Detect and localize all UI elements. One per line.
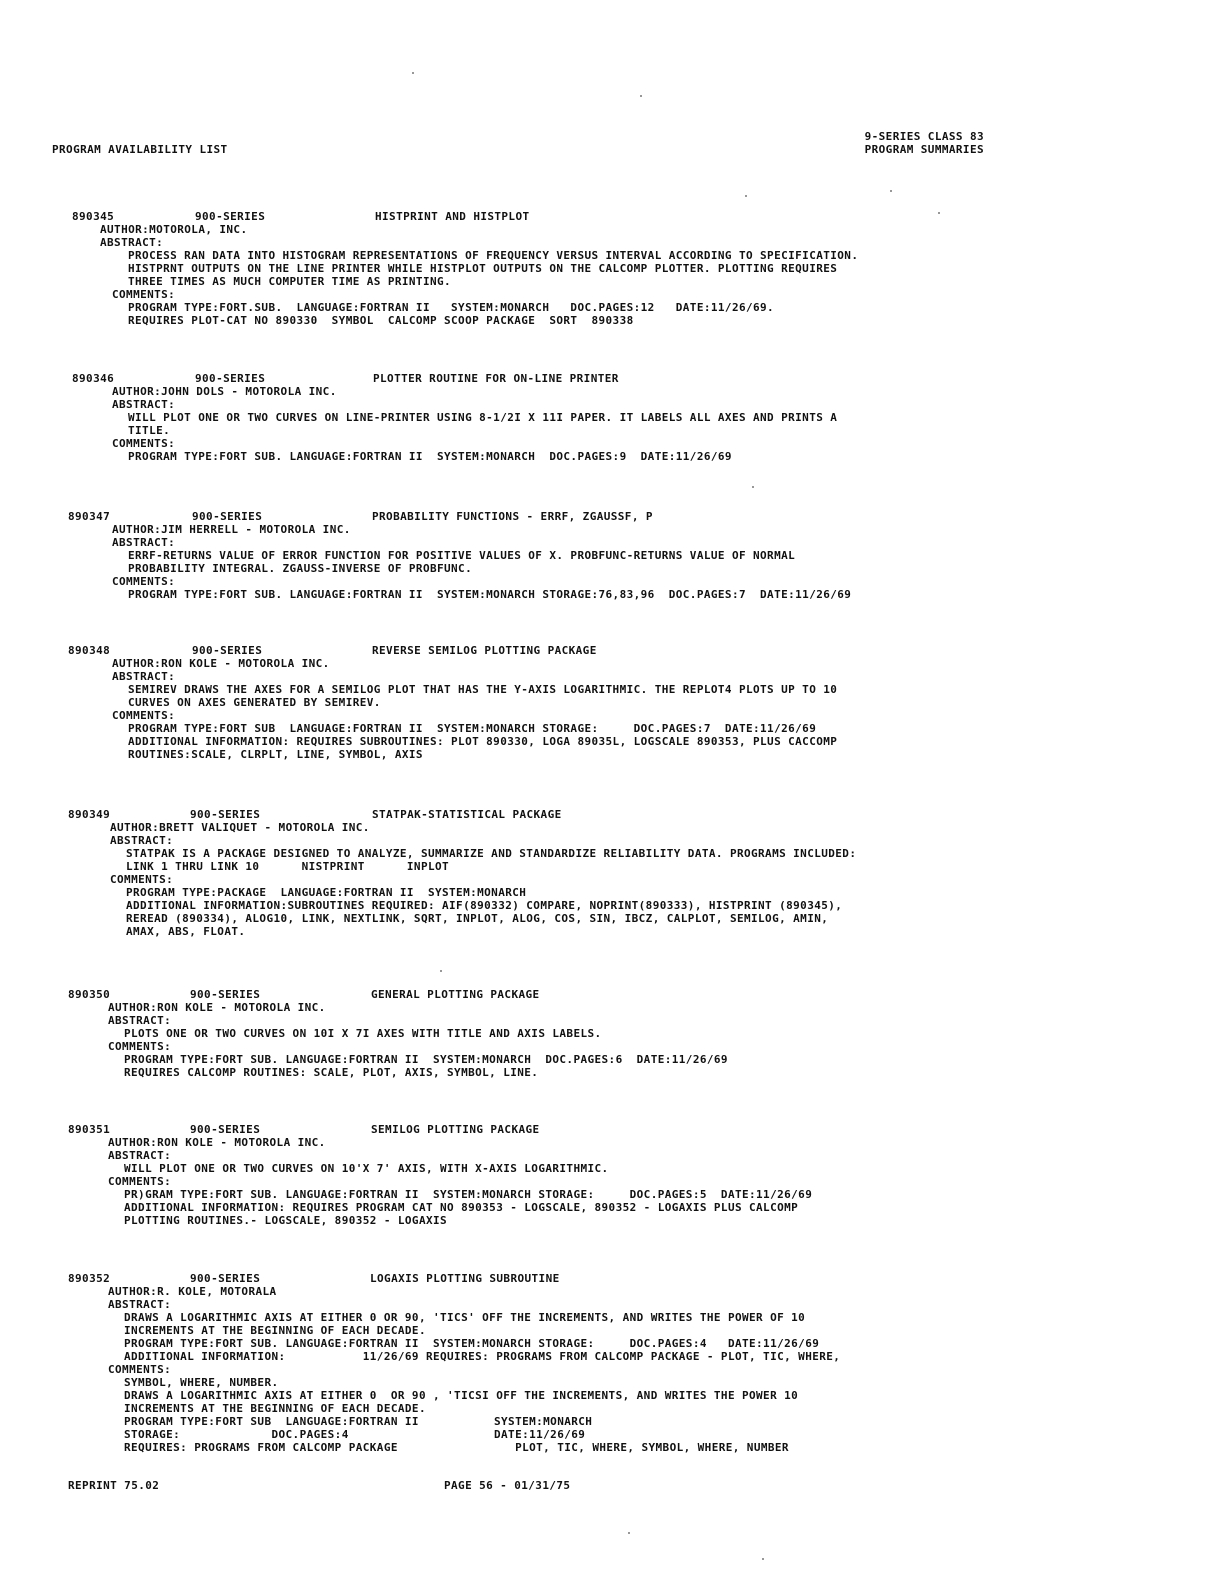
abstract-line: CURVES ON AXES GENERATED BY SEMIREV. [128, 696, 381, 709]
entry-title: REVERSE SEMILOG PLOTTING PACKAGE [372, 644, 597, 657]
entry-id: 890352 [68, 1272, 111, 1285]
comment-line: INCREMENTS AT THE BEGINNING OF EACH DECADE. [124, 1402, 426, 1415]
comments-label: COMMENTS: [112, 575, 176, 588]
comment-columns-row [60, 1428, 1190, 1441]
entry-header [60, 644, 1190, 657]
comment-line: SYMBOL, WHERE, NUMBER. [124, 1376, 279, 1389]
scan-speck [628, 1532, 630, 1534]
abstract-label: ABSTRACT: [110, 834, 174, 847]
comment-line: PROGRAM TYPE:FORT.SUB. LANGUAGE:FORTRAN II SYSTEM:MONARCH DOC.PAGES:12 DATE:11/26/69. [128, 301, 775, 314]
entry-title: HISTPRINT AND HISTPLOT [375, 210, 530, 223]
comments-label: COMMENTS: [112, 437, 176, 450]
entry-header [60, 1272, 1190, 1285]
abstract-line: PROGRAM TYPE:FORT SUB. LANGUAGE:FORTRAN II SYSTEM:MONARCH STORAGE: DOC.PAGES:4 DATE:11/26/69 [124, 1337, 820, 1350]
entry-series: 900-SERIES [190, 1272, 261, 1285]
abstract-line: ERRF-RETURNS VALUE OF ERROR FUNCTION FOR POSITIVE VALUES OF X. PROBFUNC-RETURNS VALUE OF NORMAL [128, 549, 796, 562]
entry-header [60, 988, 1190, 1001]
entry-header [60, 210, 1190, 223]
scan-speck [640, 95, 642, 97]
comment-line: DRAWS A LOGARITHMIC AXIS AT EITHER 0 OR 90 , 'TICSI OFF THE INCREMENTS, AND WRITES THE POWER 10 [124, 1389, 799, 1402]
entry-title: LOGAXIS PLOTTING SUBROUTINE [370, 1272, 560, 1285]
abstract-label: ABSTRACT: [108, 1149, 172, 1162]
abstract-label: ABSTRACT: [100, 236, 164, 249]
abstract-line: INCREMENTS AT THE BEGINNING OF EACH DECADE. [124, 1324, 426, 1337]
comment-columns-row [60, 1415, 1190, 1428]
abstract-line: PLOTS ONE OR TWO CURVES ON 10I X 7I AXES WITH TITLE AND AXIS LABELS. [124, 1027, 602, 1040]
comment-col-left: PROGRAM TYPE:FORT SUB LANGUAGE:FORTRAN II [124, 1415, 419, 1428]
abstract-label: ABSTRACT: [112, 398, 176, 411]
entry-series: 900-SERIES [195, 372, 266, 385]
comments-label: COMMENTS: [112, 709, 176, 722]
entry-title: STATPAK-STATISTICAL PACKAGE [372, 808, 562, 821]
entry-series: 900-SERIES [192, 644, 263, 657]
entry-author: AUTHOR:JOHN DOLS - MOTOROLA INC. [112, 385, 337, 398]
abstract-line: PROCESS RAN DATA INTO HISTOGRAM REPRESENTATIONS OF FREQUENCY VERSUS INTERVAL ACCORDING TO SPECIFICATION. [128, 249, 859, 262]
comment-col-right: DATE:11/26/69 [494, 1428, 586, 1441]
abstract-line: WILL PLOT ONE OR TWO CURVES ON LINE-PRINTER USING 8-1/2I X 11I PAPER. IT LABELS ALL AXES AND PRINTS A [128, 411, 838, 424]
program-entry [60, 510, 1190, 601]
comment-col-left: STORAGE: DOC.PAGES:4 [124, 1428, 349, 1441]
abstract-line: HISTPRNT OUTPUTS ON THE LINE PRINTER WHILE HISTPLOT OUTPUTS ON THE CALCOMP PLOTTER. PLOTTING REQUIRES [128, 262, 838, 275]
abstract-line: TITLE. [128, 424, 171, 437]
footer-page: PAGE 56 - 01/31/75 [444, 1479, 571, 1492]
scan-speck [745, 195, 747, 197]
program-entry [60, 1123, 1190, 1227]
comment-line: ROUTINES:SCALE, CLRPLT, LINE, SYMBOL, AXIS [128, 748, 423, 761]
footer-reprint: REPRINT 75.02 [68, 1479, 160, 1492]
abstract-label: ABSTRACT: [112, 536, 176, 549]
comment-line: PROGRAM TYPE:FORT SUB LANGUAGE:FORTRAN II SYSTEM:MONARCH STORAGE: DOC.PAGES:7 DATE:11/26/69 [128, 722, 817, 735]
program-entry [60, 644, 1190, 761]
abstract-line: ADDITIONAL INFORMATION: 11/26/69 REQUIRES: PROGRAMS FROM CALCOMP PACKAGE - PLOT, TIC, WHERE, [124, 1350, 841, 1363]
scan-speck [412, 72, 414, 74]
comment-line: AMAX, ABS, FLOAT. [126, 925, 246, 938]
entry-title: SEMILOG PLOTTING PACKAGE [371, 1123, 540, 1136]
comment-col-right: PLOT, TIC, WHERE, SYMBOL, WHERE, NUMBER [494, 1441, 789, 1454]
scan-speck [440, 970, 442, 972]
abstract-label: ABSTRACT: [108, 1014, 172, 1027]
entry-title: PLOTTER ROUTINE FOR ON-LINE PRINTER [373, 372, 619, 385]
entry-id: 890349 [68, 808, 111, 821]
header-class: 9-SERIES CLASS 83 [864, 130, 984, 143]
entry-series: 900-SERIES [195, 210, 266, 223]
abstract-line: THREE TIMES AS MUCH COMPUTER TIME AS PRINTING. [128, 275, 452, 288]
entry-header [60, 808, 1190, 821]
header-summaries: PROGRAM SUMMARIES [864, 143, 984, 156]
abstract-line: SEMIREV DRAWS THE AXES FOR A SEMILOG PLOT THAT HAS THE Y-AXIS LOGARITHMIC. THE REPLOT4 PLOTS UP TO 10 [128, 683, 838, 696]
abstract-label: ABSTRACT: [108, 1298, 172, 1311]
comment-line: PR)GRAM TYPE:FORT SUB. LANGUAGE:FORTRAN II SYSTEM:MONARCH STORAGE: DOC.PAGES:5 DATE:11/26/69 [124, 1188, 813, 1201]
comment-line: REQUIRES PLOT-CAT NO 890330 SYMBOL CALCOMP SCOOP PACKAGE SORT 890338 [128, 314, 634, 327]
comment-line: PROGRAM TYPE:FORT SUB. LANGUAGE:FORTRAN II SYSTEM:MONARCH STORAGE:76,83,96 DOC.PAGES:7 DATE:11/26/69 [128, 588, 852, 601]
entry-author: AUTHOR:RON KOLE - MOTOROLA INC. [112, 657, 330, 670]
comment-col-right: SYSTEM:MONARCH [494, 1415, 593, 1428]
program-entry [60, 988, 1190, 1079]
comment-line: PROGRAM TYPE:PACKAGE LANGUAGE:FORTRAN II SYSTEM:MONARCH [126, 886, 527, 899]
entry-header [60, 372, 1190, 385]
abstract-line: DRAWS A LOGARITHMIC AXIS AT EITHER 0 OR 90, 'TICS' OFF THE INCREMENTS, AND WRITES THE POWER OF 10 [124, 1311, 806, 1324]
entry-author: AUTHOR:BRETT VALIQUET - MOTOROLA INC. [110, 821, 370, 834]
scan-speck [752, 486, 754, 488]
entry-author: AUTHOR:MOTOROLA, INC. [100, 223, 248, 236]
entry-author: AUTHOR:R. KOLE, MOTORALA [108, 1285, 277, 1298]
entry-id: 890345 [72, 210, 115, 223]
comment-line: ADDITIONAL INFORMATION: REQUIRES PROGRAM CAT NO 890353 - LOGSCALE, 890352 - LOGAXIS PLUS CALCOMP [124, 1201, 799, 1214]
comments-label: COMMENTS: [108, 1040, 172, 1053]
entry-series: 900-SERIES [190, 1123, 261, 1136]
abstract-line: PROBABILITY INTEGRAL. ZGAUSS-INVERSE OF PROBFUNC. [128, 562, 473, 575]
entry-title: GENERAL PLOTTING PACKAGE [371, 988, 540, 1001]
program-entry [60, 1272, 1190, 1454]
entry-id: 890351 [68, 1123, 111, 1136]
comment-line: REQUIRES CALCOMP ROUTINES: SCALE, PLOT, AXIS, SYMBOL, LINE. [124, 1066, 539, 1079]
program-entry [60, 808, 1190, 938]
abstract-line: LINK 1 THRU LINK 10 NISTPRINT INPLOT [126, 860, 450, 873]
entry-id: 890348 [68, 644, 111, 657]
scan-speck [762, 1558, 764, 1560]
header-right [865, 130, 984, 156]
comment-columns-row [60, 1441, 1190, 1454]
entry-header [60, 510, 1190, 523]
entry-title: PROBABILITY FUNCTIONS - ERRF, ZGAUSSF, P [372, 510, 653, 523]
entry-id: 890350 [68, 988, 111, 1001]
comment-line: ADDITIONAL INFORMATION: REQUIRES SUBROUTINES: PLOT 890330, LOGA 89035L, LOGSCALE 890353, PLUS CACCOMP [128, 735, 838, 748]
entry-header [60, 1123, 1190, 1136]
scan-speck [890, 190, 892, 192]
comment-line: REREAD (890334), ALOG10, LINK, NEXTLINK, SQRT, INPLOT, ALOG, COS, SIN, IBCZ, CALPLOT, SEMILOG, AMIN, [126, 912, 829, 925]
comments-label: COMMENTS: [110, 873, 174, 886]
comment-line: ADDITIONAL INFORMATION:SUBROUTINES REQUIRED: AIF(890332) COMPARE, NOPRINT(890333), HISTPRINT (890345), [126, 899, 843, 912]
abstract-line: WILL PLOT ONE OR TWO CURVES ON 10'X 7' AXIS, WITH X-AXIS LOGARITHMIC. [124, 1162, 609, 1175]
header-left: PROGRAM AVAILABILITY LIST [52, 143, 228, 156]
program-entry [60, 372, 1190, 463]
comment-line: PROGRAM TYPE:FORT SUB. LANGUAGE:FORTRAN II SYSTEM:MONARCH DOC.PAGES:9 DATE:11/26/69 [128, 450, 732, 463]
comment-line: PLOTTING ROUTINES.- LOGSCALE, 890352 - LOGAXIS [124, 1214, 448, 1227]
entry-author: AUTHOR:RON KOLE - MOTOROLA INC. [108, 1136, 326, 1149]
entry-series: 900-SERIES [190, 988, 261, 1001]
scan-speck [938, 212, 940, 214]
comments-label: COMMENTS: [108, 1175, 172, 1188]
comment-col-left: REQUIRES: PROGRAMS FROM CALCOMP PACKAGE [124, 1441, 398, 1454]
entry-author: AUTHOR:RON KOLE - MOTOROLA INC. [108, 1001, 326, 1014]
abstract-line: STATPAK IS A PACKAGE DESIGNED TO ANALYZE, SUMMARIZE AND STANDARDIZE RELIABILITY DATA. PROGRAMS INCLUDED: [126, 847, 857, 860]
program-entry [60, 210, 1190, 327]
comments-label: COMMENTS: [108, 1363, 172, 1376]
entry-series: 900-SERIES [192, 510, 263, 523]
entry-id: 890347 [68, 510, 111, 523]
entry-author: AUTHOR:JIM HERRELL - MOTOROLA INC. [112, 523, 351, 536]
comment-line: PROGRAM TYPE:FORT SUB. LANGUAGE:FORTRAN II SYSTEM:MONARCH DOC.PAGES:6 DATE:11/26/69 [124, 1053, 728, 1066]
abstract-label: ABSTRACT: [112, 670, 176, 683]
comments-label: COMMENTS: [112, 288, 176, 301]
entry-series: 900-SERIES [190, 808, 261, 821]
entry-id: 890346 [72, 372, 115, 385]
